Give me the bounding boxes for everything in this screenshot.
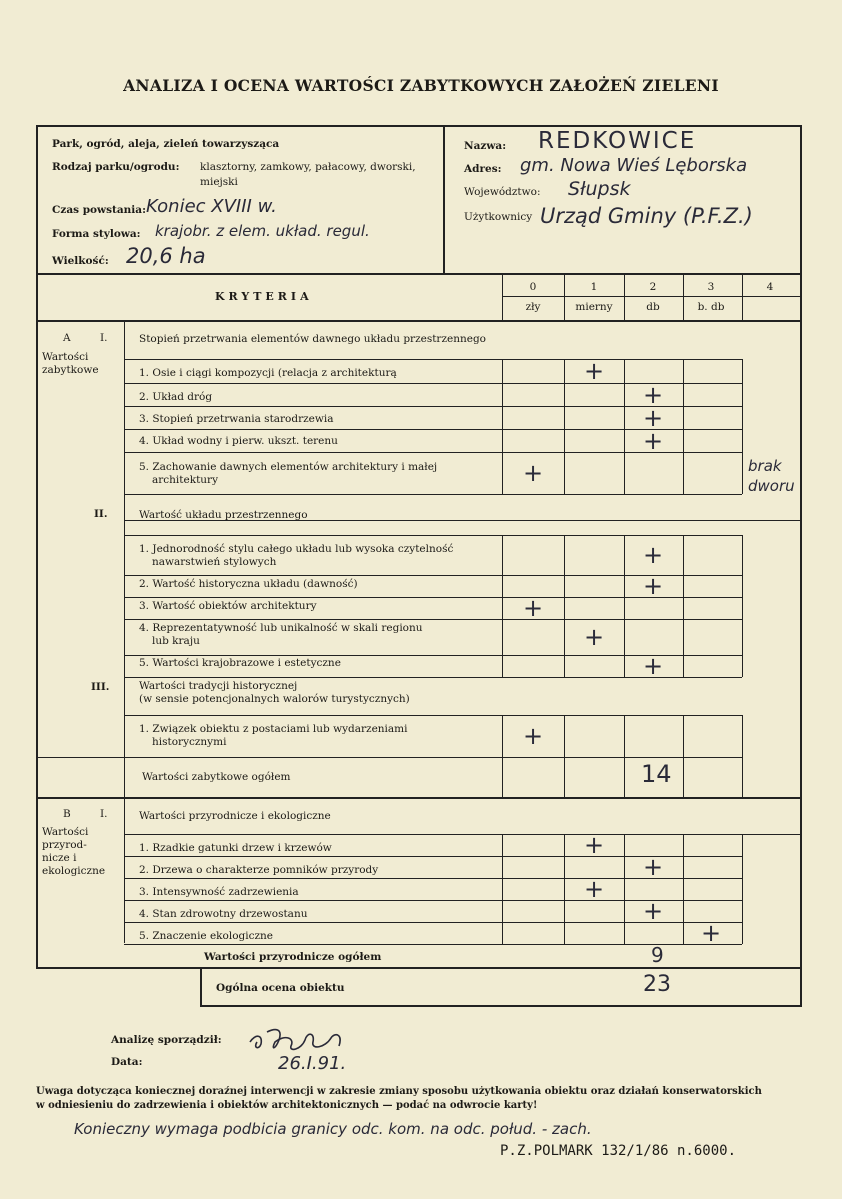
- criterion-a2-4: [139, 622, 423, 648]
- score-mark: +: [642, 652, 664, 680]
- score-mark: +: [522, 459, 544, 487]
- group-a1-heading: Stopień przetrwania elementów dawnego układu przestrzennego: [139, 333, 486, 345]
- criterion-a3-1: [139, 723, 407, 749]
- form-title: ANALIZA I OCENA WARTOŚCI ZABYTKOWYCH ZAŁOŻEŃ ZIELENI: [123, 76, 719, 95]
- criterion-a2-3: 3. Wartość obiektów architektury: [139, 600, 317, 612]
- rating-good: db: [646, 301, 660, 313]
- score-mark: +: [642, 426, 664, 455]
- section-b-label: [42, 826, 122, 878]
- park-kind-options-2: miejski: [200, 176, 238, 188]
- grid-rule: [124, 757, 742, 758]
- criterion-line: 1. Jednorodność stylu całego układu lub wysoka czytelność: [139, 543, 454, 555]
- criterion-b1-2: 2. Drzewa o charakterze pomników przyrody: [139, 864, 379, 876]
- section-b-label-line: ekologiczne: [42, 865, 106, 877]
- group-a3-heading: [139, 680, 410, 706]
- park-kind-options: klasztorny, zamkowy, pałacowy, dworski,: [200, 161, 416, 173]
- criterion-line: 4. Reprezentatywność lub unikalność w skali regionu: [139, 622, 423, 634]
- grid-rule: [683, 535, 684, 677]
- grid-rule: [124, 494, 742, 495]
- grid-rule: [624, 535, 625, 677]
- group-a3-roman: III.: [91, 681, 110, 693]
- criteria-header: KRYTERIA: [215, 290, 313, 303]
- grid-rule: [742, 275, 743, 320]
- score-mark: +: [642, 853, 664, 881]
- grid-rule: [124, 944, 742, 945]
- score-mark: +: [583, 875, 605, 903]
- overall-label: Ogólna ocena obiektu: [216, 982, 345, 994]
- grid-rule: [564, 535, 565, 677]
- date-value: 26.I.91.: [278, 1053, 347, 1074]
- object-type-label: Park, ogród, aleja, zieleń towarzysząca: [52, 138, 280, 150]
- criterion-a1-5: [139, 461, 437, 487]
- group-b1-heading: Wartości przyrodnicze i ekologiczne: [139, 810, 331, 822]
- grid-rule: [502, 275, 503, 320]
- criterion-line: 1. Związek obiektu z postaciami lub wydarzeniami: [139, 723, 408, 735]
- size-label: Wielkość:: [52, 255, 109, 267]
- address-label: Adres:: [464, 163, 502, 175]
- grid-rule: [742, 535, 743, 677]
- grid-rule: [742, 359, 743, 494]
- grid-rule: [124, 619, 742, 620]
- address-value: gm. Nowa Wieś Lęborska: [520, 155, 748, 176]
- park-kind-label: Rodzaj parku/ogrodu:: [52, 161, 180, 173]
- b-total-label: Wartości przyrodnicze ogółem: [204, 951, 382, 963]
- grid-rule: [124, 715, 742, 716]
- score-3: 3: [707, 281, 715, 293]
- users-value: Urząd Gminy (P.F.Z.): [540, 204, 753, 228]
- score-1: 1: [590, 281, 598, 293]
- grid-rule: [624, 275, 625, 320]
- scores-rule: [502, 296, 802, 297]
- date-label: Data:: [111, 1056, 143, 1068]
- grid-rule: [742, 715, 743, 757]
- voivodeship-value: Słupsk: [568, 178, 631, 200]
- criterion-a1-2: 2. Układ dróg: [139, 391, 213, 403]
- score-mark: +: [642, 403, 664, 432]
- group-a2-heading: Wartość układu przestrzennego: [139, 509, 308, 521]
- section-divider: [36, 797, 802, 799]
- creation-time-value: Koniec XVIII w.: [146, 196, 277, 217]
- score-mark: +: [583, 357, 605, 385]
- score-2: 2: [649, 281, 657, 293]
- grid-rule: [564, 359, 565, 494]
- style-form-value: krajobr. z elem. układ. regul.: [155, 222, 370, 240]
- criterion-b1-3: 3. Intensywność zadrzewienia: [139, 886, 299, 898]
- score-mark: +: [642, 541, 664, 569]
- criterion-a1-1: 1. Osie i ciągi kompozycji (relacja z architekturą: [139, 367, 397, 379]
- handwritten-note: Konieczny wymaga podbicia granicy odc. kom. na odc. połud. - zach.: [74, 1120, 592, 1138]
- grid-rule: [502, 715, 503, 757]
- grid-rule: [564, 757, 565, 797]
- footer-note: [36, 1085, 826, 1113]
- name-label: Nazwa:: [464, 140, 507, 152]
- voivodeship-label: Województwo:: [464, 186, 541, 198]
- criterion-a2-2: 2. Wartość historyczna układu (dawność): [139, 578, 358, 590]
- grid-rule: [683, 715, 684, 757]
- grid-rule: [742, 757, 743, 797]
- group-a2-roman: II.: [94, 508, 108, 520]
- section-a-label-2: zabytkowe: [42, 364, 99, 376]
- a-total-label: Wartości zabytkowe ogółem: [142, 771, 291, 783]
- grid-rule: [564, 715, 565, 757]
- grid-rule: [624, 715, 625, 757]
- section-b-label-line: przyrod-: [42, 839, 87, 851]
- style-form-label: Forma stylowa:: [52, 228, 141, 240]
- section-b-code: B: [63, 808, 71, 820]
- score-mark: +: [583, 831, 605, 859]
- criterion-line: historycznymi: [152, 736, 227, 748]
- section-a-label: Wartości: [42, 351, 89, 363]
- grid-rule: [683, 275, 684, 320]
- size-value: 20,6 ha: [126, 244, 206, 268]
- group-a3-heading-line: Wartości tradycji historycznej: [139, 680, 298, 692]
- users-label: Użytkownicy: [464, 211, 533, 223]
- footer-note-line: w odniesieniu do zadrzewienia i obiektów architektonicznych — podać na odwrocie karty!: [36, 1100, 538, 1111]
- criterion-line: nawarstwień stylowych: [152, 556, 277, 568]
- score-mark: +: [583, 623, 605, 651]
- grid-rule: [502, 359, 503, 494]
- score-mark: +: [642, 897, 664, 925]
- criterion-line: 5. Zachowanie dawnych elementów architektury i małej: [139, 461, 438, 473]
- grid-rule: [124, 535, 742, 536]
- criterion-a2-5: 5. Wartości krajobrazowe i estetyczne: [139, 657, 341, 669]
- b-total-value: 9: [651, 943, 664, 967]
- criterion-line: architektury: [152, 474, 219, 486]
- grid-rule: [124, 359, 742, 360]
- criterion-a2-1: [139, 543, 453, 569]
- a-totals-rule: [36, 757, 125, 758]
- score-0: 0: [529, 281, 537, 293]
- score-mark: +: [700, 919, 722, 947]
- prepared-by-label: Analizę sporządził:: [111, 1034, 222, 1046]
- margin-note: brak dworu: [748, 457, 795, 495]
- section-column-rule: [124, 320, 125, 943]
- overall-value: 23: [643, 972, 671, 997]
- grid-rule: [683, 834, 684, 944]
- grid-rule: [624, 757, 625, 797]
- grid-rule: [564, 834, 565, 944]
- a-total-value: 14: [641, 760, 672, 788]
- rating-moderate: mierny: [575, 301, 613, 313]
- criterion-b1-4: 4. Stan zdrowotny drzewostanu: [139, 908, 308, 920]
- grid-rule: [624, 359, 625, 494]
- header-divider: [443, 125, 445, 275]
- kryteria-bottom-rule: [36, 320, 802, 322]
- score-mark: +: [642, 380, 664, 409]
- grid-rule: [624, 834, 625, 944]
- footer-note-line: Uwaga dotycząca koniecznej doraźnej interwencji w zakresie zmiany sposobu użytkowania obiektu oraz działań konserwatorskich: [36, 1086, 762, 1097]
- criterion-a1-3: 3. Stopień przetrwania starodrzewia: [139, 413, 334, 425]
- score-mark: +: [522, 594, 544, 622]
- section-b-label-line: Wartości: [42, 826, 89, 838]
- criterion-b1-5: 5. Znaczenie ekologiczne: [139, 930, 274, 942]
- name-value: REDKOWICE: [538, 128, 697, 154]
- grid-rule: [564, 275, 565, 320]
- grid-rule: [742, 834, 743, 944]
- criterion-b1-1: 1. Rzadkie gatunki drzew i krzewów: [139, 842, 332, 854]
- creation-time-label: Czas powstania:: [52, 204, 146, 216]
- section-a-roman: I.: [100, 332, 108, 344]
- grid-rule: [502, 834, 503, 944]
- grid-rule: [683, 359, 684, 494]
- group-a3-heading-line: (w sensie potencjonalnych walorów turystycznych): [139, 693, 410, 705]
- section-b-roman: I.: [100, 808, 108, 820]
- score-mark: +: [522, 722, 544, 750]
- score-4: 4: [766, 281, 774, 293]
- section-a-code: A: [63, 332, 71, 344]
- rating-bad: zły: [525, 301, 541, 313]
- criterion-line: lub kraju: [152, 635, 200, 647]
- rating-very-good: b. db: [697, 301, 725, 313]
- grid-rule: [683, 757, 684, 797]
- criterion-a1-4: 4. Układ wodny i pierw. ukszt. terenu: [139, 435, 338, 447]
- grid-rule: [502, 535, 503, 677]
- section-b-label-line: nicze i: [42, 852, 77, 864]
- grid-rule: [124, 520, 802, 521]
- grid-rule: [502, 757, 503, 797]
- print-code: P.Z.POLMARK 132/1/86 n.6000.: [500, 1143, 737, 1159]
- score-mark: +: [642, 572, 664, 600]
- grid-rule: [124, 834, 802, 835]
